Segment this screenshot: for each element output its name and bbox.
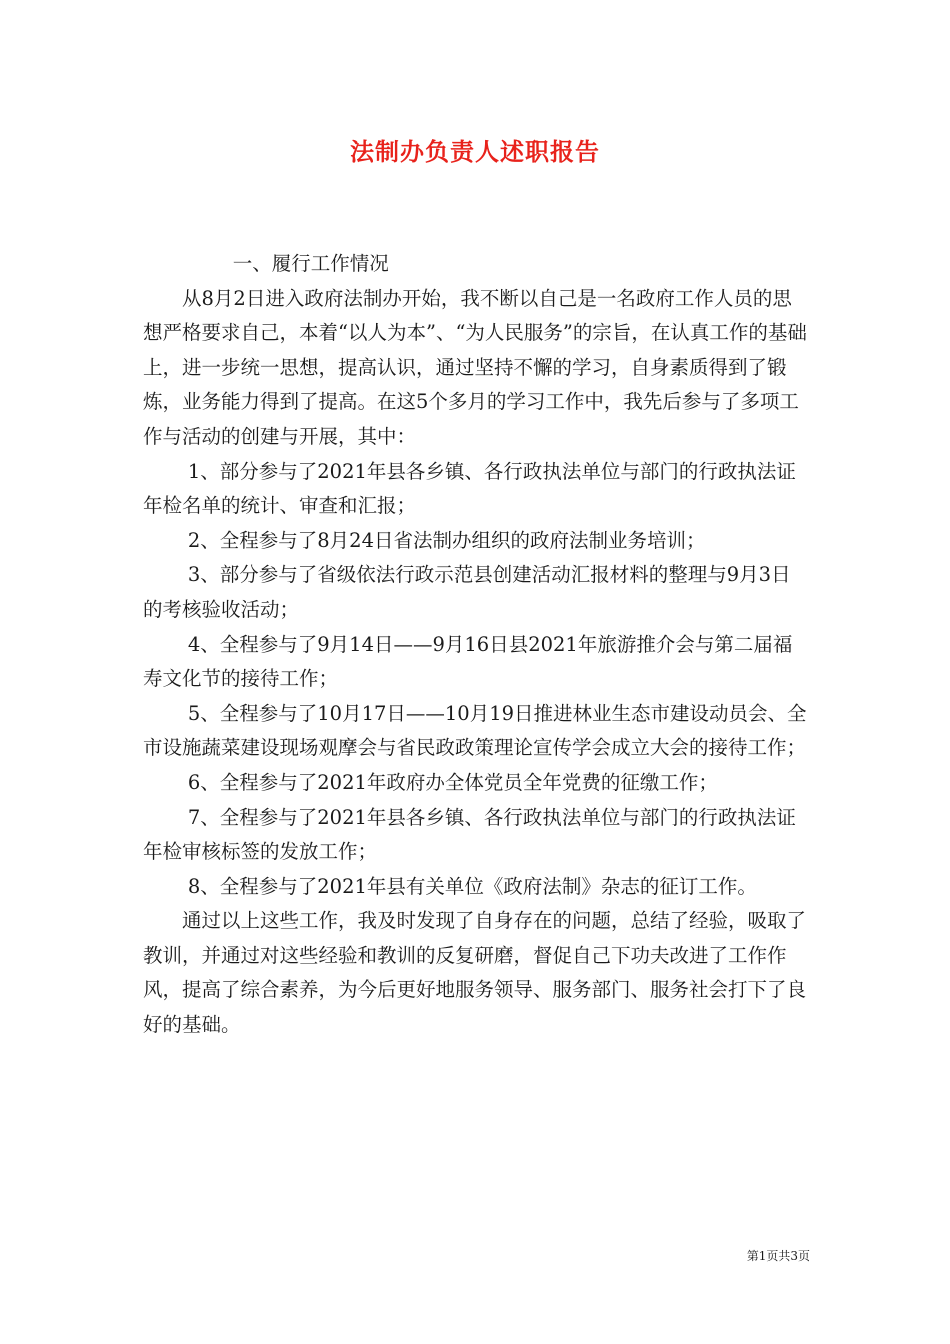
page-number-footer: 第1页共3页 [746,1249,810,1263]
list-item: 4、全程参与了9月14日——9月16日县2021年旅游推介会与第二届福寿文化节的接待工作； [143,632,793,691]
closing-paragraph: 通过以上这些工作，我及时发现了自身存在的问题，总结了经验，吸取了教训，并通过对这些经验和教训的反复研磨，督促自己下功夫改进了工作作风，提高了综合素养，为今后更好地服务领导、服务部门、服务社会打下了良好的基础。 [143,909,807,1037]
section-heading: 一、履行工作情况 [232,252,389,275]
list-item: 8、全程参与了2021年县有关单位《政府法制》杂志的征订工作。 [187,874,757,898]
list-item: 1、部分参与了2021年县各乡镇、各行政执法单位与部门的行政执法证年检名单的统计、审查和汇报； [143,459,796,518]
intro-paragraph: 从8月2日进入政府法制办开始，我不断以自己是一名政府工作人员的思想严格要求自己，本着“以人为本”、“为人民服务”的宗旨，在认真工作的基础上，进一步统一思想，提高认识，通过坚持不懈的学习，自身素质得到了锻炼，业务能力得到了提高。在这5个多月的学习工作中，我先后参与了多项工作与活动的创建与开展，其中： [143,286,807,448]
document-title: 法制办负责人述职报告 [350,137,600,166]
list-item: 7、全程参与了2021年县各乡镇、各行政执法单位与部门的行政执法证年检审核标签的发放工作； [143,805,796,864]
document-body [143,247,809,1043]
list-item: 5、全程参与了10月17日——10月19日推进林业生态市建设动员会、全市设施蔬菜建设现场观摩会与省民政政策理论宣传学会成立大会的接待工作； [143,701,807,760]
list-item: 6、全程参与了2021年政府办全体党员全年党费的征缴工作； [187,770,718,794]
list-item: 3、部分参与了省级依法行政示范县创建活动汇报材料的整理与9月3日的考核验收活动； [143,563,791,621]
list-item: 2、全程参与了8月24日省法制办组织的政府法制业务培训； [187,528,706,552]
